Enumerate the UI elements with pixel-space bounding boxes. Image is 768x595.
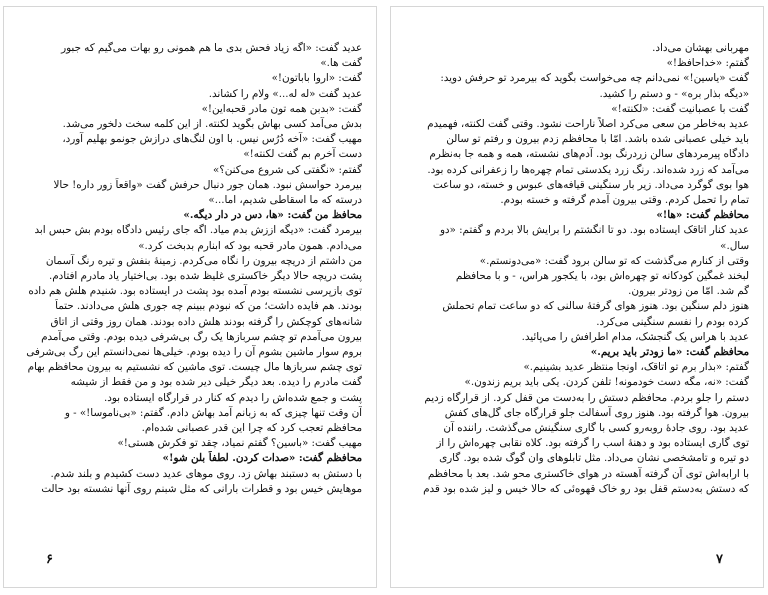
text-line: گفت: «بدبن همه تون مادر قحبه‌این!» — [201, 102, 362, 115]
text-line: عدید گفت: «اگه زیاد فحش بدی ما هم همونی رو بهات می‌گیم که جبور — [61, 42, 362, 54]
text-line: با ارابه‌اش توی آن گرفته آهسته در هوای خاکستری محو شد. بعد با محافظم — [427, 467, 749, 480]
text-line: شانه‌های کوچکش را گرفته بودند هلش داده بودند. همان روز وقتی از اتاق — [50, 315, 362, 328]
text-line: بیرون می‌آمدم تو چشم سربازها یک رگ بی‌شرفی دیده بودم. وقتی می‌آمدم — [41, 330, 362, 343]
text-line: بیرمرد حواسش نبود. همان جور دنبال حرفش گفت «واقعاً زور داره! حالا — [53, 178, 362, 191]
text-line: محافظم تعجب کرد که چرا این قدر عصبانی شده‌ام. — [141, 422, 362, 435]
text-line: گفت با عصبانیت گفت: «لکنته!» — [611, 102, 749, 115]
text-line: عدید گفت «له له...» ولام را کشاند. — [208, 87, 362, 100]
text-line: بدش می‌آمد کسی بهاش بگوید لکنته. از این کلمه سخت دلخور می‌شد. — [62, 118, 362, 131]
text-line: مهیب گفت: «آخه دُرُس نیس. با اون لنگ‌های درازش جونمو بهلیم آورد، — [62, 133, 362, 146]
text-line: محافظم گفت: «ها!» — [656, 209, 749, 222]
text-line: پشت دریچه حالا دیگر خاکستری غلیظ شده بود. بی‌اختیار یاد مادرم افتادم. — [49, 270, 362, 283]
text-line: عدید با هراس یک گنجشک، مدام اطرافش را می‌پائید. — [521, 330, 749, 343]
left-page — [3, 6, 377, 588]
text-line: من داشتم از دریچه بیرون را نگاه می‌کردم. زمینهٔ بنفش و تیره رنگ آسمان — [45, 254, 362, 267]
text-line: گفت «یاسین!» نمی‌دانم چه می‌خواست بگوید که بیرمرد تو حرفش دوید: — [440, 72, 749, 85]
text-line: محافظم گفت: «ما زودتر باید بریم.» — [590, 346, 749, 359]
text-line: عدید کنار اتاقک ایستاده بود. دو تا انگشتم را برایش بالا بردم و گفتم: «دو — [439, 224, 749, 237]
text-line: تمام را تحمل کردم. وقتی بیرون آمدم گرفته و خسته بودم. — [500, 194, 749, 207]
page-number: ۶ — [46, 552, 53, 567]
text-line: درسته که ما اسقاطی شدیم، اما...» — [208, 194, 362, 207]
text-line: توی گاری ایستاده بود و دهنهٔ اسب را گرفته بود. کلاه نقابی چهره‌اش را از — [436, 437, 749, 450]
text-line: بیرمرد گفت: «دیگه اززش بدم میاد. اگه جای رئیس دادگاه بودم بش حبس ابد — [34, 224, 362, 237]
page-number: ۷ — [716, 552, 723, 567]
text-line: توی بازپرسی نشسته بودم آمده بود پشت در ایستاده بود. شنیدم هلش هم داده — [28, 285, 362, 298]
text-line: دادگاه پیرمردهای سالن زردرنگ بود. آدم‌های نشسته، همه و همه جا به‌نظرم — [429, 148, 749, 161]
text-line: بیرون. هوا گرفته بود. هنوز روی آسفالت جلو قرارگاه جای گل‌های کفش — [444, 406, 749, 419]
text-line: گفتم: «خداحافظ!» — [666, 57, 749, 70]
text-line: گفت ها.» — [320, 57, 362, 70]
text-line: هوا بوی گوگرد می‌داد. زیر بار سنگینی قیافه‌های عبوس و خسته، دو ساعت — [432, 178, 749, 191]
text-line: گفتم: «نگفتی کی شروع می‌کنن؟» — [212, 163, 362, 176]
text-line: مهیب گفت: «باسین؟ گفتم نمیاد، چقد تو فکرش هستی!» — [117, 437, 362, 450]
text-line: سال.» — [720, 239, 749, 252]
text-line: می‌آمد که زرد شده‌اند. رنگ زرد یکدستی تمام چهره‌ها را زعفرانی کرده بود. — [427, 163, 749, 176]
text-line: دستم را جلو بردم. محافظم دستش را به‌دست من قفل کرد. از قرارگاه زدیم — [424, 391, 749, 404]
right-page-text — [413, 41, 749, 497]
text-line: عدید به‌خاطر من سعی می‌کرد اصلاً ناراحت نشود. وقتی گفت لکنته، فهمیدم — [427, 118, 749, 131]
text-line: دو تیره و تامشخصی نشان می‌داد. مثل تابلوهای وان گوگ شده بود. گاری — [439, 452, 749, 465]
text-line: گفت: «نه، مگه دست خودمونه! تلفن کردن. یکی باید بریم زندون.» — [464, 376, 749, 389]
right-page — [390, 6, 764, 588]
text-line: بودند. هم فایده داشت؛ من که نبودم ببینم چه جوری هلش می‌دادند. حتماً — [55, 300, 362, 313]
text-line: بروم سوار ماشین بشوم آن را دیده بودم. خیلی‌ها نمی‌دانستم این رگ بی‌شرفی — [26, 346, 362, 359]
text-line: مهربانی بهشان می‌داد. — [652, 42, 749, 54]
text-line: گفت: «اروا باباتون!» — [271, 72, 362, 85]
text-line: «دیگه بذار بره» - و دستم را کشید. — [599, 87, 749, 100]
text-line: موهایش خیس بود و قطرات بارانی که مثل شبنم روی آنها نشسته بود حالت — [41, 482, 362, 495]
text-line: گفت مادرم را دیده. بعد دیگر خیلی دیر شده بود و من فقط از شیشه — [70, 376, 362, 389]
text-line: پشت و جمع شده‌اش را دیدم که کنار در قرارگاه ایستاده بود. — [103, 391, 362, 404]
text-line: آن وقت تنها چیزی که به زبانم آمد بهاش دادم. گفتم: «بی‌ناموسا!» - و — [64, 406, 362, 419]
text-line: با دستش به دستبند بهاش زد. روی موهای عدید دست کشیدم و بلند شدم. — [50, 467, 362, 480]
text-line: هنوز دلم سنگین بود. هنوز هوای گرفتهٔ سالنی که دو ساعت تمام تحملش — [442, 300, 749, 313]
text-line: عدید بود. روی جادهٔ روبه‌رو کسی با گاری سنگینش می‌گذشت. راننده آن — [443, 422, 749, 435]
text-line: محافظ من گفت: «ها، دس در دار دیگه.» — [183, 209, 362, 222]
text-line: دست آخرم بم گفت لکنته!» — [243, 148, 362, 161]
text-line: وقتی از کنارم می‌گذشت که تو سالن برود گفت: «می‌دونستم.» — [479, 254, 749, 267]
text-line: که دستش به‌دستم قفل بود رو خاک قهوه‌ئی که حالا خیس و لیز شده بود قدم — [423, 482, 749, 495]
text-line: گفتم: «بذار برم تو اتاقک، اونجا منتظر عدید بشینیم.» — [523, 361, 749, 374]
text-line: باید خیلی عصبانی شده باشد. امّا با محافظم زدم بیرون و رفتم تو سالن — [446, 133, 749, 146]
text-line: کرده بودم را نفسم سنگینی می‌کرد. — [596, 315, 749, 328]
text-line: لبخند غمگین کودکانه تو چهره‌اش بود، با یکجور هراس، - و با محافظم — [455, 270, 749, 283]
left-page-text — [26, 41, 362, 497]
text-line: می‌دادم. همون مادر قحبه بود که ابنارم بدبخت کرد.» — [138, 239, 362, 252]
text-line: محافظم گفت: «صدات کردن. لطفاً بلن شو!» — [162, 452, 362, 465]
text-line: گم شد. امّا من زودتر بیرون. — [628, 285, 749, 298]
text-line: توی چشم سربازها مال چیست. توی ماشین که نشستیم به بیرون محافظم بهام — [27, 361, 362, 374]
